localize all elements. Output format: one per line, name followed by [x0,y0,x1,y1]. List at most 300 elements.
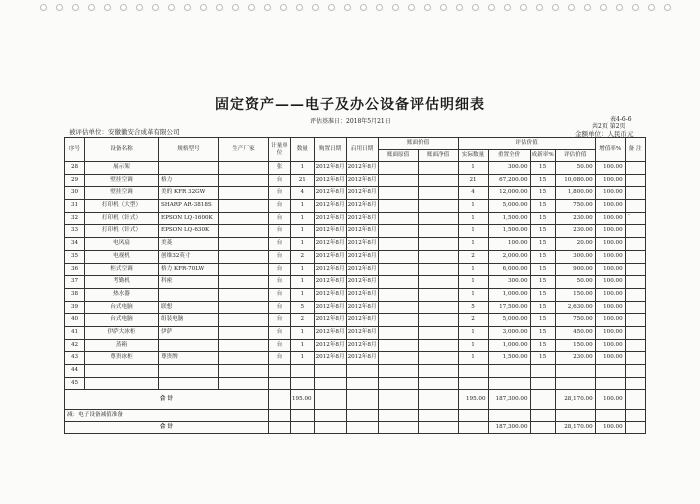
row-increase-rate: 100.00 [595,200,625,213]
binding-hole [248,4,255,11]
row-newness [530,377,555,390]
row-replacement: 1,500.00 [488,225,530,238]
binding-hole [376,4,383,11]
impairment-c9 [378,410,418,422]
row-name: 台式电脑 [85,314,159,327]
row-increase-rate: 100.00 [595,276,625,289]
row-replacement: 1,500.00 [488,212,530,225]
row-newness: 15 [530,314,555,327]
binding-hole [360,4,367,11]
row-eval-value: 50.00 [555,162,595,175]
row-maker [219,162,269,175]
binding-hole [152,4,159,11]
row-newness: 15 [530,326,555,339]
row-replacement: 12,000.00 [488,187,530,200]
row-name: 伊萨大冰柜 [85,326,159,339]
row-model: 格力 [159,174,219,187]
row-maker [219,377,269,390]
row-model [159,339,219,352]
total-c13 [530,422,555,434]
row-seq: 38 [65,288,85,301]
row-start-date [346,377,378,390]
table-row [65,238,646,251]
row-increase-rate: 100.00 [595,212,625,225]
row-name: 蒸箱 [85,339,159,352]
header-qty: 数量 [291,138,315,162]
row-maker [219,263,269,276]
row-model: 创维32英寸 [159,250,219,263]
table-row [65,263,646,276]
header-measure-unit: 计量单位 [269,138,291,162]
row-replacement: 1,000.00 [488,339,530,352]
header-eval-value: 评估价值 [458,138,595,150]
row-start-date: 2012年8月 [346,276,378,289]
total-replacement: 187,300.00 [488,422,530,434]
row-increase-rate: 100.00 [595,352,625,365]
row-maker [219,365,269,378]
row-start-date: 2012年8月 [346,212,378,225]
row-book-original [378,174,418,187]
row-start-date: 2012年8月 [346,352,378,365]
row-seq: 40 [65,314,85,327]
row-model: 美的 KFR 32GW [159,187,219,200]
row-purchase-date: 2012年8月 [314,301,346,314]
row-increase-rate [595,365,625,378]
row-purchase-date: 2012年8月 [314,162,346,175]
row-book-net [418,288,458,301]
table-row [65,212,646,225]
row-replacement: 5,000.00 [488,200,530,213]
row-actual-qty: 1 [458,288,488,301]
row-maker [219,339,269,352]
binding-hole [40,4,47,11]
row-qty: 2 [291,250,315,263]
subtotal-unit [269,390,291,410]
row-qty: 1 [291,263,315,276]
row-replacement [488,365,530,378]
binding-hole [648,4,655,11]
row-seq: 34 [65,238,85,251]
table-row [65,377,646,390]
impairment-c13 [530,410,555,422]
row-qty: 5 [291,301,315,314]
row-book-net [418,200,458,213]
subtotal-replacement: 187,300.00 [488,390,530,410]
row-actual-qty: 1 [458,276,488,289]
row-eval-value: 750.00 [555,200,595,213]
row-book-net [418,301,458,314]
row-purchase-date: 2012年8月 [314,250,346,263]
row-qty: 1 [291,212,315,225]
binding-hole [168,4,175,11]
row-model [159,288,219,301]
row-book-original [378,276,418,289]
binding-hole [456,4,463,11]
row-eval-value: 300.00 [555,250,595,263]
page-title: 固定资产——电子及办公设备评估明细表 [215,97,485,113]
binding-hole [536,4,543,11]
row-replacement: 5,000.00 [488,314,530,327]
row-remarks [625,238,645,251]
row-model [159,365,219,378]
row-maker [219,200,269,213]
page-info: 共2页 第2页 [592,123,626,130]
table-row [65,339,646,352]
row-name [85,365,159,378]
total-label: 合 计 [65,422,269,434]
row-seq: 42 [65,339,85,352]
margin-mark: · [628,212,630,219]
row-unit: 台 [269,276,291,289]
table-row [65,187,646,200]
row-model [159,377,219,390]
row-increase-rate: 100.00 [595,162,625,175]
row-book-original [378,238,418,251]
row-name: 考勤机 [85,276,159,289]
table-row [65,301,646,314]
row-remarks [625,225,645,238]
subtotal-rate: 100.00 [595,390,625,410]
row-eval-value: 2,630.00 [555,301,595,314]
row-increase-rate: 100.00 [595,301,625,314]
impairment-c14 [555,410,595,422]
row-qty: 1 [291,225,315,238]
table-row [65,200,646,213]
row-purchase-date: 2012年8月 [314,352,346,365]
row-start-date: 2012年8月 [346,326,378,339]
row-qty: 1 [291,276,315,289]
row-remarks [625,276,645,289]
row-start-date: 2012年8月 [346,200,378,213]
binding-hole [56,4,63,11]
row-book-net [418,250,458,263]
header-seq: 序号 [65,138,85,162]
row-seq: 35 [65,250,85,263]
row-start-date: 2012年8月 [346,225,378,238]
binding-hole [552,4,559,11]
table-row [65,174,646,187]
table-number: 表4-6-6 [610,116,632,123]
row-book-net [418,326,458,339]
row-model: EPSON LQ-630K [159,225,219,238]
row-unit: 台 [269,326,291,339]
header-actual-qty: 实际数量 [458,150,488,162]
row-book-original [378,352,418,365]
row-maker [219,301,269,314]
row-qty: 1 [291,326,315,339]
row-eval-value: 10,080.00 [555,174,595,187]
row-actual-qty: 2 [458,314,488,327]
row-eval-value: 150.00 [555,339,595,352]
row-seq: 36 [65,263,85,276]
row-actual-qty [458,377,488,390]
row-book-net [418,263,458,276]
row-book-net [418,238,458,251]
impairment-c5 [269,410,291,422]
row-newness: 15 [530,212,555,225]
row-actual-qty [458,365,488,378]
row-replacement: 300.00 [488,162,530,175]
row-actual-qty: 5 [458,301,488,314]
impairment-row [65,410,646,422]
impairment-c15 [595,410,625,422]
row-unit: 台 [269,225,291,238]
row-book-original [378,225,418,238]
binding-hole [200,4,207,11]
row-seq: 39 [65,301,85,314]
row-unit: 台 [269,174,291,187]
row-remarks [625,352,645,365]
row-newness: 15 [530,263,555,276]
binding-hole [264,4,271,11]
row-maker [219,238,269,251]
binding-hole [328,4,335,11]
row-qty [291,365,315,378]
row-seq: 41 [65,326,85,339]
row-model: EPSON LQ-1600K [159,212,219,225]
total-row [65,422,646,434]
row-book-net [418,352,458,365]
binding-hole [600,4,607,11]
row-qty: 21 [291,174,315,187]
row-unit [269,365,291,378]
row-remarks [625,187,645,200]
row-unit: 台 [269,187,291,200]
row-unit: 台 [269,301,291,314]
subtotal-qty: 195.00 [291,390,315,410]
row-purchase-date: 2012年8月 [314,238,346,251]
row-remarks [625,263,645,276]
binding-hole [136,4,143,11]
row-seq: 43 [65,352,85,365]
binding-hole [120,4,127,11]
row-remarks [625,365,645,378]
impairment-c12 [488,410,530,422]
row-name: 展示架 [85,162,159,175]
total-c16 [625,422,645,434]
row-unit: 台 [269,238,291,251]
row-unit: 台 [269,288,291,301]
row-qty: 1 [291,238,315,251]
row-start-date: 2012年8月 [346,314,378,327]
table-row [65,250,646,263]
subtotal-row [65,390,646,410]
row-replacement: 6,000.00 [488,263,530,276]
binding-hole [616,4,623,11]
impairment-c8 [346,410,378,422]
row-book-original [378,301,418,314]
row-eval-value: 230.00 [555,352,595,365]
binding-hole [280,4,287,11]
row-newness: 15 [530,301,555,314]
row-model [159,162,219,175]
row-eval-value: 900.00 [555,263,595,276]
row-increase-rate: 100.00 [595,288,625,301]
row-replacement: 67,200.00 [488,174,530,187]
row-remarks [625,301,645,314]
row-book-net [418,314,458,327]
row-remarks [625,339,645,352]
table-row [65,352,646,365]
currency-unit: 金额单位：人民币元 [575,130,634,138]
row-book-net [418,162,458,175]
binding-hole [88,4,95,11]
row-remarks [625,212,645,225]
row-book-net [418,377,458,390]
row-maker [219,250,269,263]
impairment-c11 [458,410,488,422]
binding-hole [504,4,511,11]
row-start-date: 2012年8月 [346,339,378,352]
binding-hole [632,4,639,11]
row-qty: 1 [291,352,315,365]
row-book-original [378,288,418,301]
base-date: 评估基准日：2018年5月21日 [310,118,391,125]
row-increase-rate [595,377,625,390]
total-value: 28,170.00 [555,422,595,434]
row-qty: 1 [291,339,315,352]
header-name: 设备名称 [85,138,159,162]
binding-hole [472,4,479,11]
binding-hole [184,4,191,11]
row-maker [219,288,269,301]
subtotal-book-original [378,390,418,410]
row-purchase-date: 2012年8月 [314,263,346,276]
binding-hole [440,4,447,11]
header-newness: 成新率% [530,150,555,162]
row-book-original [378,263,418,276]
row-book-net [418,174,458,187]
row-seq: 37 [65,276,85,289]
row-increase-rate: 100.00 [595,174,625,187]
row-actual-qty: 1 [458,212,488,225]
row-increase-rate: 100.00 [595,250,625,263]
row-start-date: 2012年8月 [346,238,378,251]
row-maker [219,212,269,225]
binding-hole [344,4,351,11]
row-qty: 4 [291,187,315,200]
row-eval-value: 150.00 [555,288,595,301]
row-model: 联想 [159,301,219,314]
table-row [65,365,646,378]
row-book-original [378,377,418,390]
row-model: 组装电脑 [159,314,219,327]
row-unit [269,377,291,390]
row-actual-qty: 1 [458,339,488,352]
binding-hole [296,4,303,11]
row-replacement: 3,000.00 [488,326,530,339]
row-book-original [378,326,418,339]
row-increase-rate: 100.00 [595,326,625,339]
row-actual-qty: 1 [458,263,488,276]
row-remarks [625,162,645,175]
row-model: SHARP AR-3818S [159,200,219,213]
row-book-original [378,212,418,225]
row-seq: 29 [65,174,85,187]
row-purchase-date: 2012年8月 [314,187,346,200]
binding-hole [408,4,415,11]
row-name: 尊贵冰柜 [85,352,159,365]
row-purchase-date: 2012年8月 [314,200,346,213]
row-seq: 30 [65,187,85,200]
asset-table [64,137,646,434]
binding-hole [392,4,399,11]
binding-hole [584,4,591,11]
subtotal-value: 28,170.00 [555,390,595,410]
row-replacement: 1,000.00 [488,288,530,301]
total-c10 [418,422,458,434]
row-model: 伊萨 [159,326,219,339]
impairment-c10 [418,410,458,422]
row-remarks [625,288,645,301]
row-remarks [625,314,645,327]
row-purchase-date: 2012年8月 [314,212,346,225]
row-newness: 15 [530,225,555,238]
table-row [65,314,646,327]
row-book-original [378,250,418,263]
row-name: 电视机 [85,250,159,263]
row-seq: 44 [65,365,85,378]
total-c9 [378,422,418,434]
row-unit: 台 [269,250,291,263]
row-seq: 33 [65,225,85,238]
row-seq: 32 [65,212,85,225]
row-start-date: 2012年8月 [346,174,378,187]
row-newness [530,365,555,378]
row-replacement: 1,500.00 [488,352,530,365]
row-eval-value: 1,800.00 [555,187,595,200]
row-increase-rate: 100.00 [595,238,625,251]
row-increase-rate: 100.00 [595,225,625,238]
subtotal-label: 合 计 [65,390,269,410]
row-name: 柜式空调 [85,263,159,276]
row-book-net [418,365,458,378]
row-remarks [625,250,645,263]
row-purchase-date: 2012年8月 [314,276,346,289]
evaluated-entity: 被评估单位：安徽徽安合成革有限公司 [69,128,180,136]
binding-hole [664,4,671,11]
row-start-date: 2012年8月 [346,162,378,175]
row-name: 壁挂空调 [85,187,159,200]
row-maker [219,187,269,200]
row-actual-qty: 21 [458,174,488,187]
row-eval-value: 20.00 [555,238,595,251]
header-eval-amount: 评估价值 [555,150,595,162]
row-increase-rate: 100.00 [595,314,625,327]
row-eval-value: 50.00 [555,276,595,289]
row-eval-value [555,365,595,378]
header-start-date: 启用日期 [346,138,378,162]
row-actual-qty: 1 [458,225,488,238]
row-model: 科密 [159,276,219,289]
row-qty: 1 [291,288,315,301]
header-replacement: 重置全价 [488,150,530,162]
binding-hole [72,4,79,11]
row-purchase-date [314,377,346,390]
subtotal-start [346,390,378,410]
row-increase-rate: 100.00 [595,339,625,352]
row-newness: 15 [530,250,555,263]
row-model: 尊贵牌 [159,352,219,365]
row-name: 电风扇 [85,238,159,251]
row-eval-value: 230.00 [555,225,595,238]
header-increase-rate: 增值率% [595,138,625,162]
row-increase-rate: 100.00 [595,263,625,276]
row-qty: 1 [291,162,315,175]
row-unit: 张 [269,162,291,175]
row-maker [219,174,269,187]
row-maker [219,314,269,327]
